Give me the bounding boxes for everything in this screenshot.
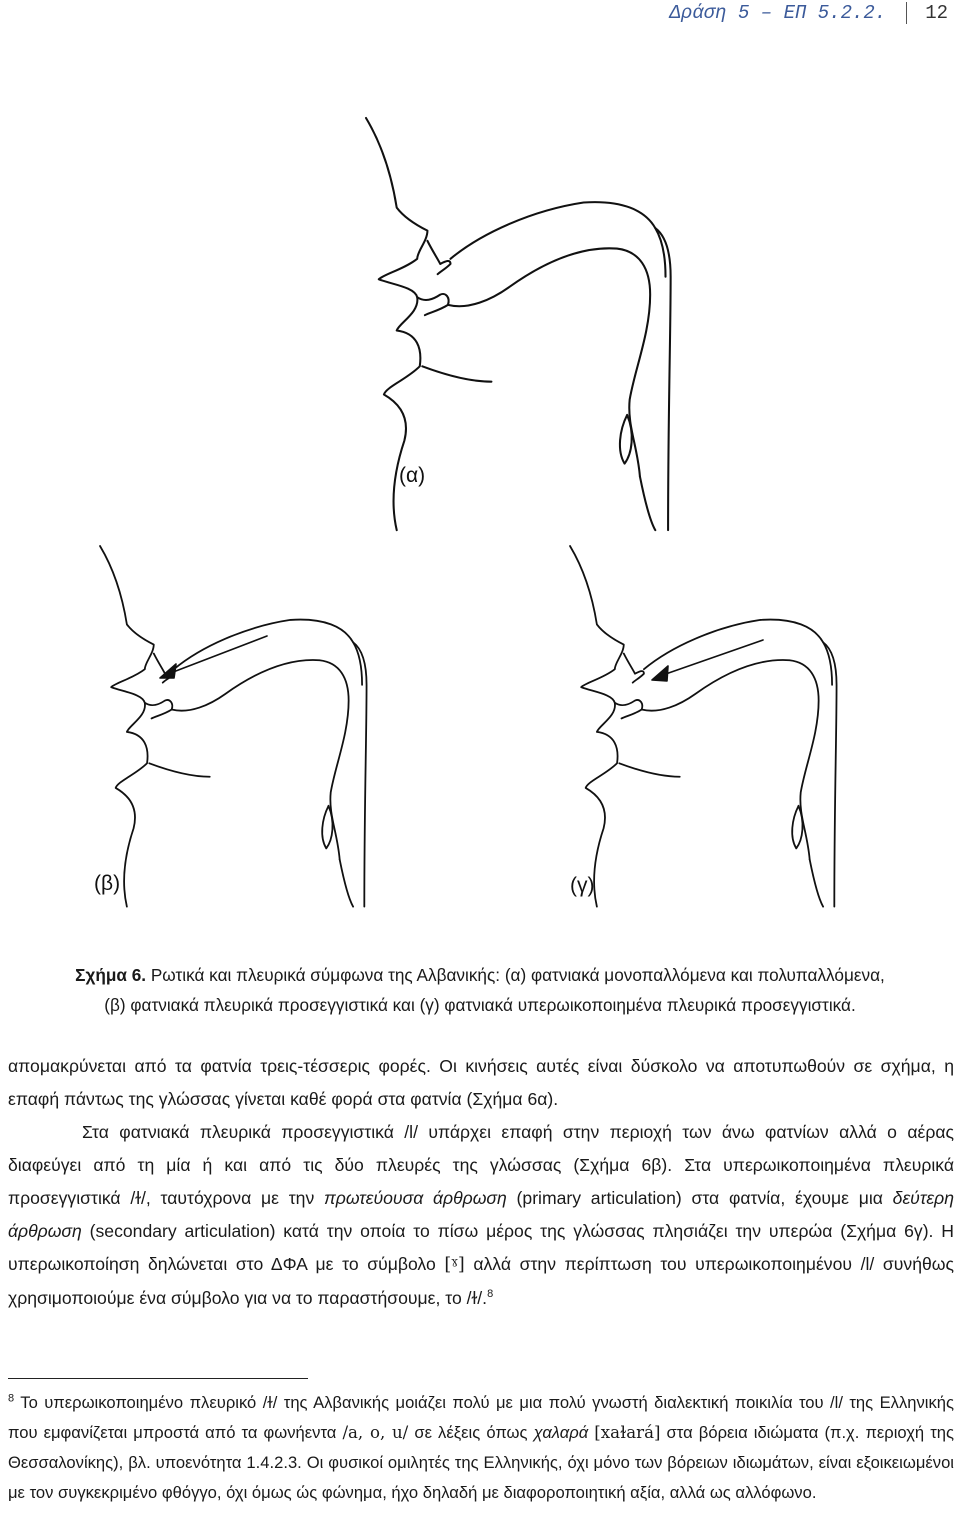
paragraph-2	[8, 1116, 954, 1315]
figure-caption	[8, 960, 952, 1020]
body-text	[8, 1050, 954, 1315]
header-title: Δράση 5 – ΕΠ 5.2.2.	[669, 2, 887, 24]
figure-label-alpha: (α)	[399, 464, 426, 487]
footnote-vowels: /a, o, u/	[342, 1423, 409, 1442]
paragraph-1: απομακρύνεται από τα φατνία τρεις-τέσσερις φορές. Οι κινήσεις αυτές είναι δύσκολο να αποτυπωθούν σε σχήμα, η επαφή πάντως της γλώσσας γίνεται καθέ φορά στα φατνία (Σχήμα 6α).	[8, 1056, 954, 1109]
footnote-part-b: σε λέξεις όπως	[408, 1423, 534, 1442]
velarization-symbol: [ˠ]	[444, 1255, 465, 1275]
paragraph-2-part-d: αλλά στην περίπτωση του υπερωικοποιημένου /l/ συνήθως χρησιμοποιούμε ένα σύμβολο για να το παραστήσουμε, το /ɫ/.	[8, 1254, 954, 1308]
caption-line-2: (β) φατνιακά πλευρικά προσεγγιστικά και (γ) φατνιακά υπερωικοποιημένα πλευρικά προσεγγιστικά.	[104, 995, 856, 1015]
figure-label-beta: (β)	[94, 872, 121, 895]
term-primary-articulation: πρωτεύουσα άρθρωση	[323, 1188, 507, 1208]
footnote-number: 8	[8, 1392, 15, 1405]
head-diagram-beta	[100, 546, 367, 907]
paragraph-2-part-c: (secondary articulation) κατά την οποία το πίσω μέρος της γλώσσας πλησιάζει την υπερώα (Σχήμα 6γ). Η υπερωικοποίηση δηλώνεται στο ΔΦΑ με το σύμβολο	[8, 1221, 954, 1274]
head-diagram-gamma	[570, 546, 837, 907]
caption-line-1: Ρωτικά και πλευρικά σύμφωνα της Αλβανικής: (α) φατνιακά μονοπαλλόμενα και πολυπαλλόμενα,	[146, 965, 885, 985]
figure-label-gamma: (γ)	[570, 874, 595, 897]
footnote-rule	[8, 1378, 308, 1379]
footnote-part-a: Το υπερωικοποιημένο πλευρικό /ɫ/ της Αλβανικής μοιάζει πολύ με μια πολύ γνωστή διαλεκτική ποικιλία του /l/ της Ελληνικής που εμφανίζεται μπροστά από τα φωνήεντα	[8, 1393, 954, 1442]
arrow-gamma	[652, 640, 763, 681]
paragraph-2-part-b: (primary articulation) στα φατνία, έχουμε μια	[506, 1188, 893, 1208]
footnote-ipa-transcription: [xaɫará]	[594, 1423, 661, 1442]
footnote-example-word: χαλαρά	[533, 1423, 589, 1442]
footnote-ref-8[interactable]: 8	[487, 1288, 494, 1301]
arrow-beta	[160, 636, 267, 678]
paragraph-2-part-a: Στα φατνιακά πλευρικά προσεγγιστικά /l/ υπάρχει επαφή στην περιοχή των άνω φατνίων αλλά ο αέρας διαφεύγει από τη μία ή και από τις δύο πλευρές της γλώσσας (Σχήμα 6β). Στα υπερωικοποιημένα πλευρικά προσεγγιστικά /ɫ/, ταυτόχρονα με την	[8, 1122, 954, 1208]
term-secondary-articulation: δεύτερη άρθρωση	[8, 1188, 955, 1241]
page-number: 12	[925, 2, 948, 24]
footnote-8	[8, 1388, 954, 1508]
caption-label: Σχήμα 6.	[75, 965, 147, 985]
footnote-part-d: στα βόρεια ιδιώματα (π.χ. περιοχή της Θεσσαλονίκης), βλ. υποενότητα 1.4.2.3. Οι φυσικοί ομιλητές της Ελληνικής, όχι μόνο των βόρειων ιδιωμάτων, είναι εξοικειωμένοι με τον συγκεκριμένο φθόγγο, όχι όμως ώς φώνημα, ήχο δηλαδή με διαφοροποιητική αξία, αλλά ως αλλόφωνο.	[8, 1423, 954, 1502]
